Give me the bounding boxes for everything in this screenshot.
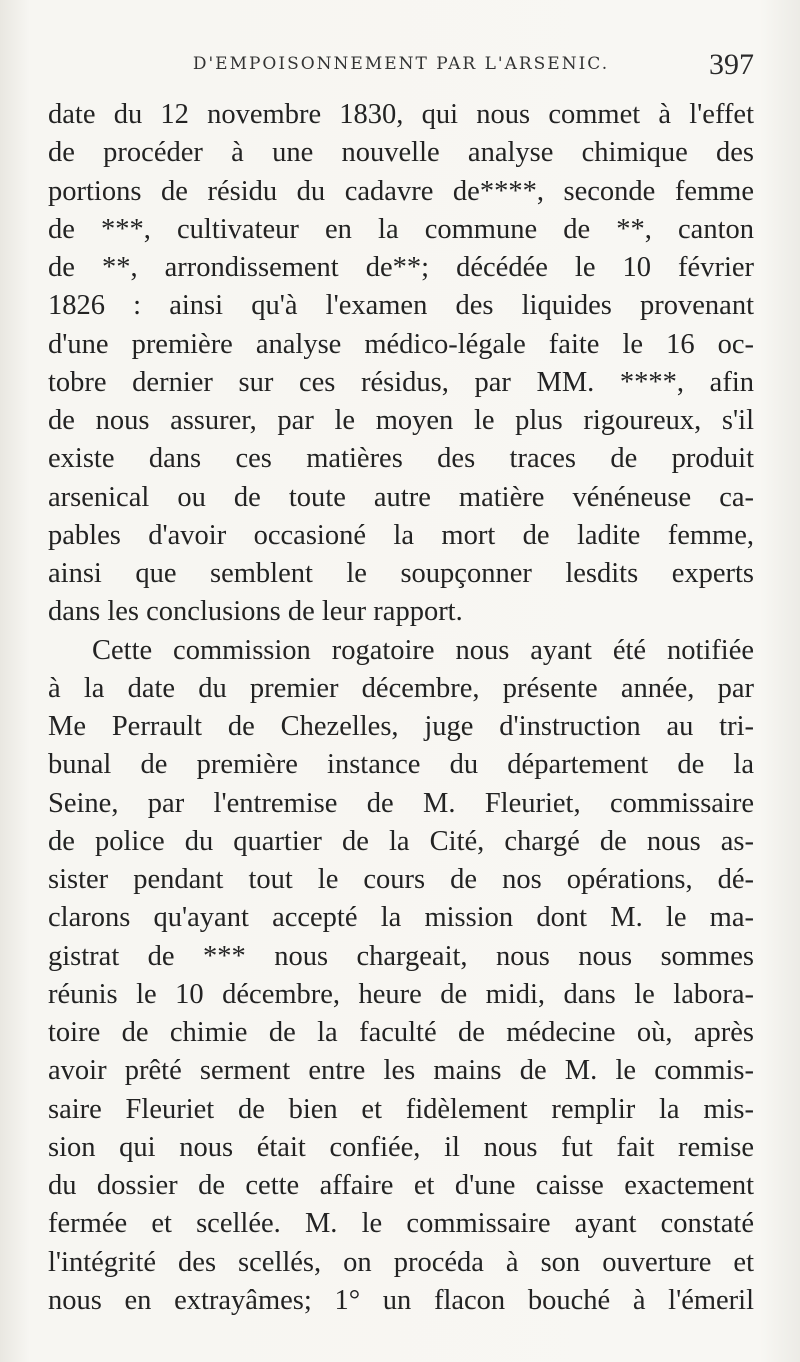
page-number: 397: [709, 48, 754, 81]
text-line: de nous assurer, par le moyen le plus rigoureux, s'il: [48, 405, 754, 436]
text-line: à la date du premier décembre, présente année, par: [48, 672, 754, 704]
running-head-title: D'EMPOISONNEMENT PAR L'ARSENIC.: [192, 54, 610, 74]
text-line: bunal de première instance du département de la: [48, 749, 754, 781]
text-line: de police du quartier de la Cité, chargé de nous as-: [48, 825, 754, 857]
text-line: Cette commission rogatoire nous ayant été notifiée: [92, 634, 754, 666]
paragraph-2: [48, 632, 754, 1321]
text-line: existe dans ces matières des traces de produit: [48, 443, 754, 475]
text-line: dans les conclusions de leur rapport.: [48, 596, 463, 628]
text-line: saire Fleuriet de bien et fidèlement remplir la mis-: [48, 1093, 754, 1125]
paragraph-1: [48, 96, 754, 632]
text-line: Me Perrault de Chezelles, juge d'instruction au tri-: [48, 711, 754, 742]
text-line: réunis le 10 décembre, heure de midi, dans le labora-: [48, 978, 754, 1010]
text-line: toire de chimie de la faculté de médecine où, après: [48, 1017, 754, 1048]
text-line: gistrat de *** nous chargeait, nous nous sommes: [48, 940, 754, 972]
text-line: du dossier de cette affaire et d'une caisse exactement: [48, 1170, 754, 1201]
text-line: date du 12 novembre 1830, qui nous commet à l'effet: [48, 99, 754, 130]
text-line: avoir prêté serment entre les mains de M. le commis-: [48, 1055, 754, 1087]
running-head: [48, 46, 754, 86]
text-line: arsenical ou de toute autre matière vénéneuse ca-: [48, 481, 754, 513]
text-line: clarons qu'ayant accepté la mission dont M. le ma-: [48, 902, 754, 934]
text-line: fermée et scellée. M. le commissaire ayant constaté: [48, 1208, 754, 1240]
text-line: nous en extrayâmes; 1° un flacon bouché à l'émeril: [48, 1284, 754, 1316]
text-line: portions de résidu du cadavre de****, seconde femme: [48, 175, 754, 207]
text-line: l'intégrité des scellés, on procéda à son ouverture et: [48, 1246, 754, 1278]
text-line: ainsi que semblent le soupçonner lesdits experts: [48, 558, 754, 589]
text-line: sion qui nous était confiée, il nous fut fait remise: [48, 1131, 754, 1163]
text-line: de procéder à une nouvelle analyse chimique des: [48, 137, 754, 169]
text-line: de **, arrondissement de**; décédée le 10 février: [48, 252, 754, 283]
text-line: pables d'avoir occasioné la mort de ladite femme,: [48, 519, 754, 551]
text-line: sister pendant tout le cours de nos opérations, dé-: [48, 864, 754, 895]
text-line: d'une première analyse médico-légale faite le 16 oc-: [48, 328, 754, 360]
text-line: 1826 : ainsi qu'à l'examen des liquides provenant: [48, 290, 754, 322]
text-line: de ***, cultivateur en la commune de **, canton: [48, 213, 754, 245]
text-line: tobre dernier sur ces résidus, par MM. ****, afin: [48, 366, 754, 398]
body-text: [48, 96, 754, 1320]
text-line: Seine, par l'entremise de M. Fleuriet, commissaire: [48, 787, 754, 819]
